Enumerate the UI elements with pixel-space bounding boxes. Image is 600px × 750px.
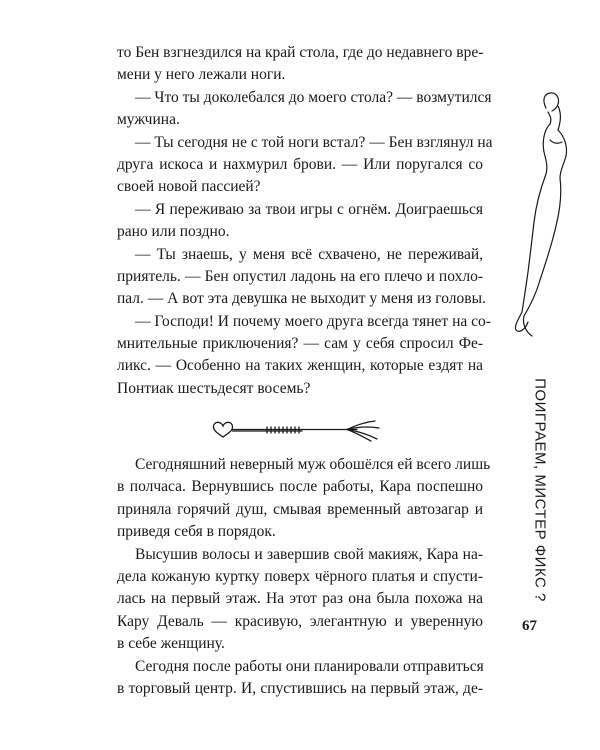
main-text-lower [117,454,491,700]
text-line: — Ты знаешь, у меня всё схвачено, не переживай, [135,245,483,263]
text-line: — Господи! И почему моего друга всегда тянет на со- [135,312,491,330]
text-line: — Я переживаю за твои игры с огнём. Доиграешься [135,200,483,218]
text-line: Высушив волосы и завершив свой макияж, Кара на- [135,545,483,563]
text-line: дела кожаную куртку поверх чёрного платья и спусти- [117,567,483,585]
text-line: друга искоса и нахмурил брови. — Или поругался со [117,155,483,173]
text-line: Кару Деваль — красивую, элегантную и уверенную [117,612,483,630]
text-line: — Что ты доколебался до моего стола? — возмутился [135,88,492,106]
text-line: ликс. — Особенно на таких женщин, которые ездят на [117,357,483,375]
woman-silhouette-icon [502,90,582,340]
page-number: 67 [522,618,537,634]
text-line: мени у него лежали ноги. [117,66,286,84]
text-line: приведя себя в порядок. [117,523,276,541]
text-line: Понтиак шестьдесят восемь? [117,379,311,397]
text-line: в торговый центр. И, спустившись на первый этаж, де- [117,679,483,697]
text-line: мнительные приключения? — сам у себя спросил Фе- [117,335,483,353]
whip-ornament-icon [207,418,383,442]
text-line: мужчина. [117,111,180,129]
text-line: в полчаса. Вернувшись после работы, Кара поспешно [117,478,483,496]
text-line: своей новой пассией? [117,178,261,196]
main-text-upper [117,42,493,400]
text-line: — Ты сегодня не с той ноги встал? — Бен взглянул на [135,133,493,151]
text-line: лась на первый этаж. На этот раз она была похожа на [117,590,483,608]
text-line: приятель. — Бен опустил ладонь на его плечо и похло- [117,267,483,285]
text-line: пал. — А вот эта девушка не выходит у меня из головы. [117,290,486,308]
text-line: в себе женщину. [117,635,225,653]
text-line: то Бен взгнездился на край стола, где до недавнего вре- [117,44,484,61]
text-line: рано или поздно. [117,223,230,241]
text-line: Сегодняшний неверный муж обошёлся ей всего лишь [135,456,491,473]
text-line: приняла горячий душ, смывая временный автозагар и [117,500,483,518]
text-line: Сегодня после работы они планировали отправиться [135,657,484,675]
running-title: ПОИГРАЕМ, МИСТЕР ФИКС ? [531,378,549,602]
